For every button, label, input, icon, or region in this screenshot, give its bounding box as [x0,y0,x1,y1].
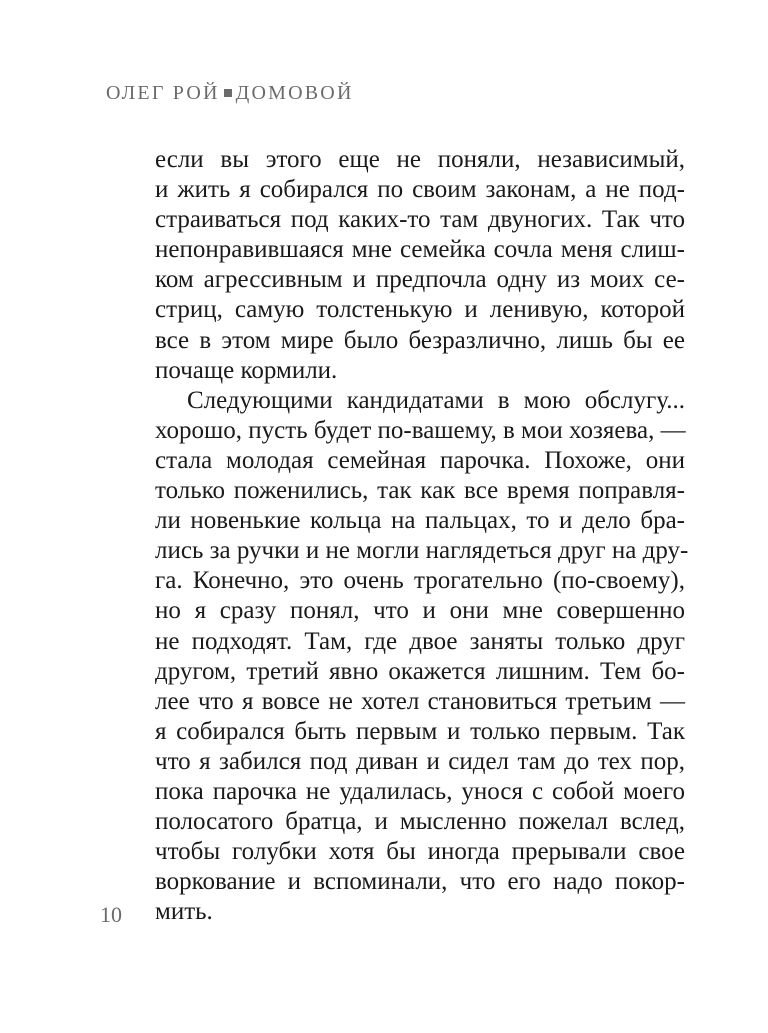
text-line: страиваться под каких-то там двуногих. Так что [155,206,685,234]
running-head-author: ОЛЕГ РОЙ [106,82,220,104]
text-line: я собирался быть первым и только первым. Так [155,717,685,745]
text-line: непонравившаяся мне семейка сочла меня слиш- [155,236,685,264]
text-line: только поженились, так как все время поправля- [155,477,685,505]
text-line: другом, третий явно окажется лишним. Тем бо- [155,657,685,685]
text-line: лее что я вовсе не хотел становиться третьим — [155,687,685,715]
text-line: если вы этого еще не поняли, независимый, [155,146,685,173]
text-line: лись за ручки и не могли наглядеться друг на дру- [155,537,689,565]
separator-square-icon [224,89,232,97]
text-line: чтобы голубки хотя бы иногда прерывали свое [155,838,685,866]
text-line: полосатого братца, и мысленно пожелал вслед, [155,808,685,836]
paragraph-2 [155,386,689,928]
text-line: стриц, самую толстенькую и ленивую, которой [155,296,685,324]
text-line: почаще кормили. [155,356,338,384]
text-line: все в этом мире было безразлично, лишь бы ее [155,326,685,354]
text-line: и жить я собирался по своим законам, а не под- [155,176,685,204]
running-head-title: ДОМОВОЙ [235,82,354,104]
running-head [106,82,354,105]
text-line: ком агрессивным и предпочла одну из моих се- [155,266,685,294]
text-line: мить. [155,898,213,926]
page-number: 10 [100,902,122,927]
text-line: что я забился под диван и сидел там до тех пор, [155,747,685,775]
text-line: стала молодая семейная парочка. Похоже, они [155,446,685,474]
text-line: но я сразу понял, что и они мне совершенно [155,597,685,625]
text-line: хорошо, пусть будет по-вашему, в мои хозяева, — [155,416,686,444]
text-line: ли новенькие кольца на пальцах, то и дело бра- [155,507,685,535]
body-text [155,145,689,927]
text-line: Следующими кандидатами в мою обслугу... [187,386,685,414]
paragraph-1 [155,145,685,386]
text-line: га. Конечно, это очень трогательно (по-своему), [155,567,685,595]
text-line: воркование и вспоминали, что его надо покор- [155,868,685,896]
text-line: не подходят. Там, где двое заняты только друг [155,627,685,655]
text-line: пока парочка не удалилась, унося с собой моего [155,777,685,805]
